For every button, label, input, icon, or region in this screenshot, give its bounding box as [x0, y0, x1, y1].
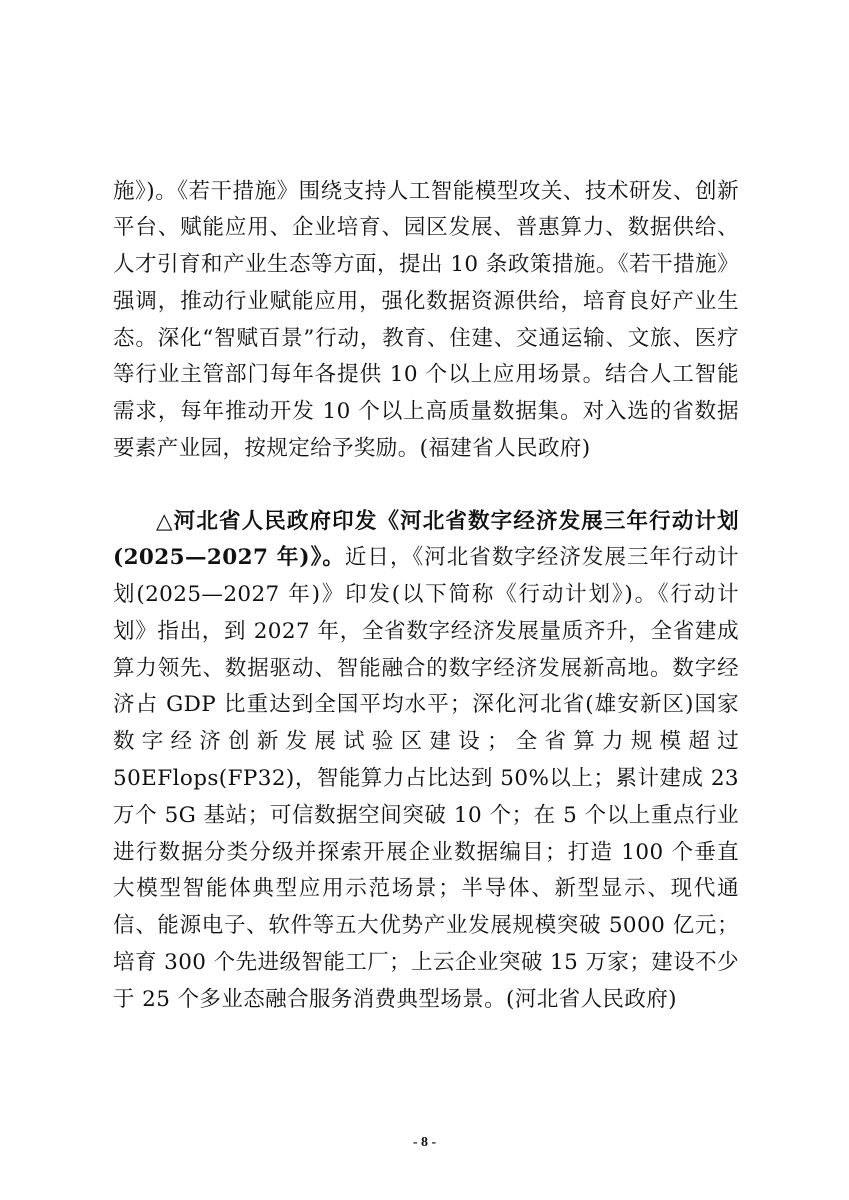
paragraph-headline: △河北省人民政府印发《河北省数字经济发展三年行动计划(2025—2027 年)》。 [113, 508, 739, 571]
paragraph-hebei-action-plan [113, 504, 739, 1019]
paragraph-body: 近日，《河北省数字经济发展三年行动计划(2025—2027 年)》印发(以下简称《行动计划》)。《行动计划》指出，到 2027 年，全省数字经济发展量质齐升，全省建成算力领先、数据驱动、智能融合的数字经济发展新高地。数字经济占 GDP 比重达到全国平均水平；深化河北省(雄安新区)国家数字经济创新发展试验区建设；全省算力规模超过 50EFlops(FP32)，智能算力占比达到 50%以上；累计建成 23 万个 5G 基站；可信数据空间突破 10 个；在 5 个以上重点行业进行数据分类分级并探索开展企业数据编目；打造 100 个垂直大模型智能体典型应用示范场景；半导体、新型显示、现代通信、能源电子、软件等五大优势产业发展规模突破 5000 亿元；培育 300 个先进级智能工厂；上云企业突破 15 万家；建设不少于 25 个多业态融合服务消费典型场景。(河北省人民政府) [113, 545, 739, 1012]
page-number: - 8 - [412, 1135, 437, 1150]
paragraph-fujian-measures: 施》)。《若干措施》围绕支持人工智能模型攻关、技术研发、创新平台、赋能应用、企业培育、园区发展、普惠算力、数据供给、人才引育和产业生态等方面，提出 10 条政策措施。《若干措施》强调，推动行业赋能应用，强化数据资源供给，培育良好产业生态。深化“智赋百景”行动，教育、住建、交通运输、文旅、医疗等行业主管部门每年各提供 10 个以上应用场景。结合人工智能需求，每年推动开发 10 个以上高质量数据集。对入选的省数据要素产业园，按规定给予奖励。(福建省人民政府) [113, 178, 739, 462]
